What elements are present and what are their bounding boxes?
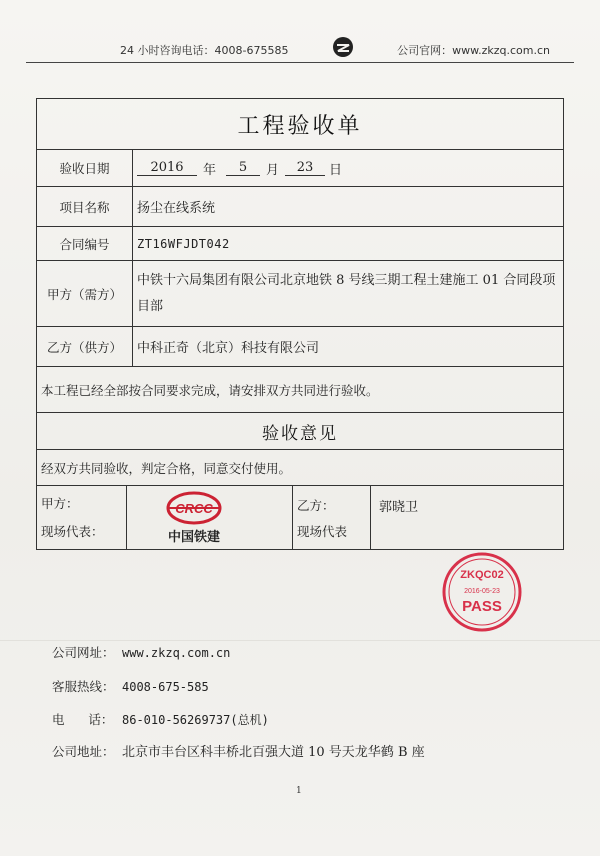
date-year: 2016 [137,160,197,176]
footer-address-value: 北京市丰台区科丰桥北百强大道 10 号天龙华鹤 B 座 [122,745,425,760]
opinion-title: 验收意见 [37,412,563,449]
signature-row [37,485,563,549]
footer-phone-value: 86-010-56269737(总机) [122,713,269,727]
date-month-unit: 月 [266,162,280,178]
party-a-sign-cell [127,486,293,549]
project-name-label: 项目名称 [37,187,133,226]
party-b-rep-label: 现场代表 [297,524,348,539]
stamp-word: PASS [462,598,502,615]
date-day-unit: 日 [329,162,343,178]
fold-crease [0,640,600,641]
crcc-logo-mark: CRCC [175,501,213,516]
stamp-code: ZKQC02 [460,569,504,581]
footer-address-label: 公司地址： [52,744,115,759]
contract-no-label: 合同编号 [37,227,133,260]
footer-address [52,741,425,760]
pass-stamp-icon [441,551,523,633]
party-b-label: 乙方（供方） [37,327,133,366]
party-a-label: 甲方（需方） [37,261,133,326]
footer-phone [52,710,269,728]
contract-no-row [37,226,563,260]
party-a-row [37,260,563,326]
party-b-row [37,326,563,366]
stamp-date: 2016-05-23 [464,588,500,595]
footer-hotline-value: 4008-675-585 [122,680,209,694]
date-label: 验收日期 [37,150,133,186]
party-a-rep-label: 现场代表： [41,524,104,539]
party-b-sign-label: 乙方： [297,498,335,513]
crcc-logo-text: 中国铁建 [167,530,221,545]
completion-statement: 本工程已经全部按合同要求完成，请安排双方共同进行验收。 [37,366,563,412]
date-month: 5 [226,160,260,176]
footer-website-label: 公司网址： [52,645,115,660]
date-value [133,150,563,186]
company-logo-icon [332,36,354,58]
project-name-row [37,186,563,226]
footer-website [52,643,230,661]
date-row [37,149,563,186]
party-a-value: 中铁十六局集团有限公司北京地铁 8 号线三期工程土建施工 01 合同段项目部 [137,272,556,314]
party-b-value: 中科正奇（北京）科技有限公司 [137,341,320,356]
acceptance-form [36,98,564,550]
footer-website-value[interactable]: www.zkzq.com.cn [122,646,231,660]
footer-hotline-label: 客服热线： [52,679,115,694]
footer-phone-label: 电 话： [52,712,114,727]
project-name-value: 扬尘在线系统 [137,201,216,216]
website-text: 公司官网：www.zkzq.com.cn [397,44,550,57]
date-year-unit: 年 [203,162,217,178]
contract-no-value: ZT16WFJDT042 [137,236,230,251]
opinion-text: 经双方共同验收，判定合格，同意交付使用。 [37,449,563,485]
form-title: 工程验收单 [237,113,363,139]
date-day: 23 [285,160,325,176]
crcc-logo-icon [149,488,239,548]
hotline-text: 24 小时咨询电话：4008-675585 [120,44,289,57]
party-a-sign-label: 甲方： [41,496,79,511]
party-a-sign-label-cell [37,486,127,549]
party-b-sign-cell [371,486,563,549]
page-number: 1 [296,786,302,796]
letterhead-divider [26,62,574,63]
party-b-sign-label-cell [293,486,371,549]
footer-hotline [52,677,209,695]
party-b-rep-name: 郭晓卫 [379,500,419,515]
